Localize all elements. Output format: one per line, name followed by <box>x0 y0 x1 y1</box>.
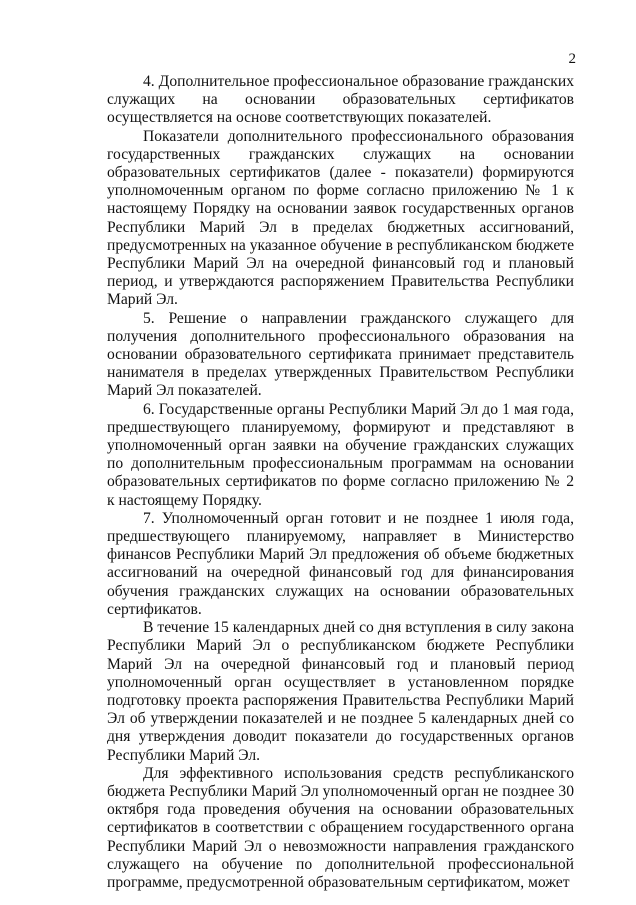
paragraph-7: 7. Уполномоченный орган готовит и не позднее 1 июля года, предшествующего планируемому, направляет в Министерство финансов Республики Марий Эл предложения об объеме бюджетных ассигнований на очередной финансовый год для финансирования обучения гражданских служащих на основании образовательных сертификатов. <box>107 509 574 618</box>
paragraph-5: 5. Решение о направлении гражданского служащего для получения дополнительного профессионального образования на основании образовательного сертификата принимает представитель нанимателя в пределах утвержденных Правительством Республики Марий Эл показателей. <box>107 309 574 400</box>
paragraph-efficient-use: Для эффективного использования средств республиканского бюджета Республики Марий Эл уполномоченный орган не позднее 30 октября года проведения обучения на основании образовательных сертификатов в соответствии с обращением государственного органа Республики Марий Эл о невозможности направления гражданского служащего на обучение по дополнительной профессиональной программе, предусмотренной образовательным сертификатом, может <box>107 764 574 891</box>
paragraph-6: 6. Государственные органы Республики Марий Эл до 1 мая года, предшествующего планируемому, формируют и представляют в уполномоченный орган заявки на обучение гражданских служащих по дополнительным профессиональным программам на основании образовательных сертификатов по форме согласно приложению № 2 к настоящему Порядку. <box>107 400 574 509</box>
document-body <box>107 73 574 892</box>
paragraph-4: 4. Дополнительное профессиональное образование гражданских служащих на основании образовательных сертификатов осуществляется на основе соответствующих показателей. <box>107 73 574 127</box>
paragraph-indicators: Показатели дополнительного профессионального образования государственных гражданских служащих на основании образовательных сертификатов (далее - показатели) формируются уполномоченным органом по форме согласно приложению № 1 к настоящему Порядку на основании заявок государственных органов Республики Марий Эл в пределах бюджетных ассигнований, предусмотренных на указанное обучение в республиканском бюджете Республики Марий Эл на очередной финансовый год и плановый период, и утверждаются распоряжением Правительства Республики Марий Эл. <box>107 127 574 309</box>
page-number: 2 <box>568 51 576 67</box>
paragraph-15-days: В течение 15 календарных дней со дня вступления в силу закона Республики Марий Эл о республиканском бюджете Республики Марий Эл на очередной финансовый год и плановый период уполномоченный орган осуществляет в установленном порядке подготовку проекта распоряжения Правительства Республики Марий Эл об утверждении показателей и не позднее 5 календарных дней со дня утверждения доводит показатели до государственных органов Республики Марий Эл. <box>107 619 574 764</box>
